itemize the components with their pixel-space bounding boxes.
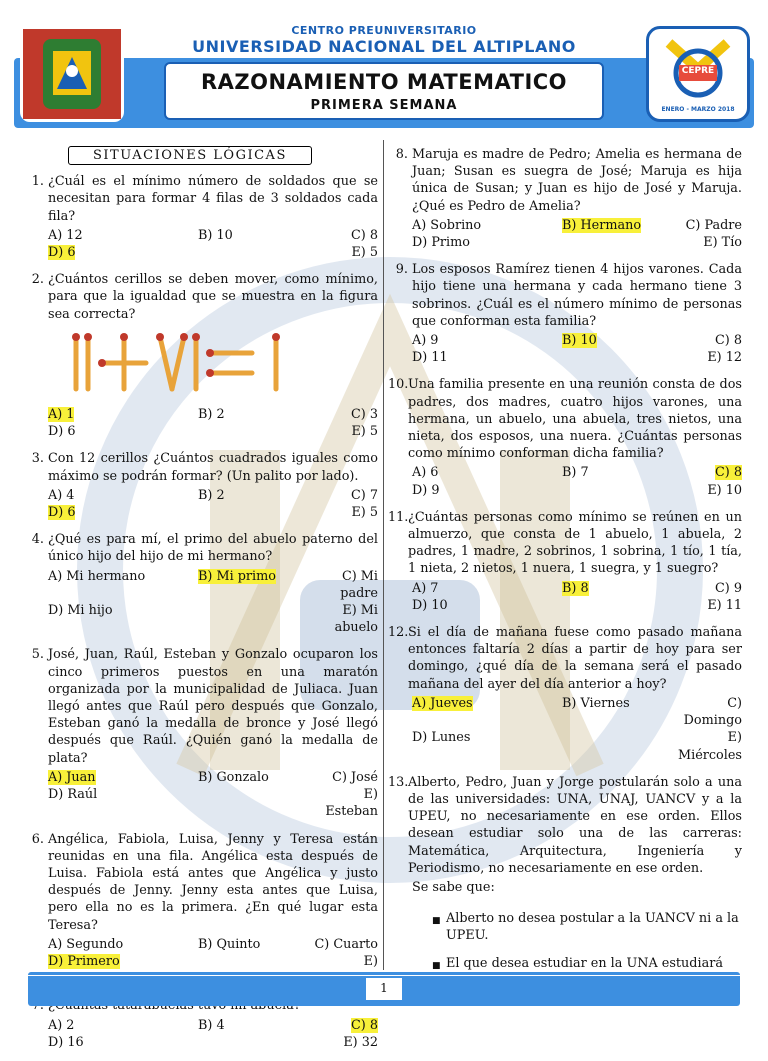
- highlighted-answer: D) 6: [48, 505, 76, 521]
- answer-options: [412, 332, 742, 366]
- right-column: [388, 146, 742, 999]
- answer-option[interactable]: [198, 602, 310, 636]
- question-number: 8.: [395, 147, 408, 162]
- institution-line1: CENTRO PREUNIVERSITARIO: [291, 24, 477, 37]
- answer-option[interactable]: E) 10: [707, 482, 742, 498]
- answer-option[interactable]: [562, 580, 674, 597]
- highlighted-answer: A) Juan: [48, 769, 96, 785]
- answer-option[interactable]: D) 11: [412, 350, 448, 366]
- answer-option[interactable]: A) 9: [412, 333, 439, 349]
- answer-option[interactable]: [562, 217, 674, 234]
- answer-option[interactable]: [562, 234, 674, 251]
- answer-option[interactable]: B) 4: [198, 1017, 225, 1033]
- highlighted-answer: B) 10: [562, 333, 597, 349]
- matchstick-figure: [68, 331, 328, 393]
- question-text: Los esposos Ramírez tienen 4 hijos varones. Cada hijo tiene una hermana y cada hermano tiene 3 sobrinos. ¿Cuál es el número mínimo de personas que conforman esta familia?: [412, 262, 742, 329]
- answer-option[interactable]: [48, 406, 198, 423]
- left-column: [28, 146, 378, 1061]
- left-questions: [28, 173, 378, 1051]
- answer-option[interactable]: [562, 332, 674, 349]
- answer-option[interactable]: E): [363, 953, 378, 969]
- answer-option[interactable]: A) 2: [48, 1017, 75, 1033]
- question-row: [28, 831, 378, 934]
- condition-text: Alberto no desea postular a la UANCV ni a la UPEU.: [446, 911, 739, 944]
- question: [388, 509, 742, 614]
- answer-option[interactable]: E) Miércoles: [678, 730, 742, 763]
- question-number: 6.: [31, 831, 44, 847]
- highlighted-answer: C) 8: [351, 1017, 378, 1033]
- answer-option[interactable]: [674, 464, 742, 481]
- question-number: 5.: [31, 647, 44, 663]
- question-text: ¿Qué es para mí, el primo del abuelo paterno del único hijo del hijo de mi hermano?: [48, 532, 378, 565]
- answer-options: [412, 217, 742, 251]
- answer-option[interactable]: C) 3: [351, 407, 378, 423]
- answer-option[interactable]: B) Gonzalo: [198, 769, 269, 785]
- answer-option[interactable]: D) 10: [412, 597, 448, 613]
- question-row: [388, 509, 742, 578]
- answer-option[interactable]: C) Mi padre: [340, 568, 378, 601]
- question: [28, 271, 378, 440]
- question-text: Si el día de mañana fuese como pasado mañana entonces faltaría 2 días a partir de hoy para ser domingo, ¿qué día de la semana será el pasado mañana del ayer del día anterior a hoy?: [408, 625, 742, 692]
- answer-option[interactable]: [562, 482, 674, 499]
- answer-options: [48, 406, 378, 440]
- question-text: Alberto, Pedro, Juan y Jorge postularán solo a una de las universidades: UNA, UNAJ, UANCV y a la UPEU, no necesariamente en ese orden. Ellos desean estudiar solo una de las carreras: Matemática, Arquitectura, Ingeniería y Periodismo, no necesariamente en ese orden.: [408, 774, 742, 876]
- answer-option[interactable]: [198, 568, 310, 602]
- answer-option[interactable]: B) 2: [198, 487, 225, 503]
- answer-option[interactable]: [198, 1034, 310, 1051]
- question: [28, 173, 378, 261]
- answer-options: [412, 464, 742, 498]
- answer-option[interactable]: C) 7: [351, 487, 378, 503]
- question-number: 13.: [388, 774, 409, 790]
- page-subtitle: PRIMERA SEMANA: [310, 98, 458, 113]
- answer-option[interactable]: [198, 504, 310, 521]
- answer-option[interactable]: A) Sobrino: [412, 217, 482, 233]
- question-row: [392, 261, 742, 330]
- highlighted-answer: B) 8: [562, 580, 589, 596]
- question: [28, 450, 378, 521]
- page-header: [14, 22, 754, 130]
- answer-option[interactable]: [562, 349, 674, 366]
- question-number: 3.: [31, 451, 44, 467]
- question-text: Maruja es madre de Pedro; Amelia es hermana de Juan; Susan es suegra de José; Maruja es hija única de Susan; y Juan es hijo de José y Maruja. ¿Qué es Pedro de Amelia?: [412, 147, 742, 214]
- condition-text: El que desea estudiar en la UNA estudiará: [446, 955, 723, 971]
- right-questions: [388, 146, 742, 877]
- unap-logo: [20, 26, 124, 122]
- answer-option[interactable]: E) Tío: [703, 235, 742, 251]
- footer-rule: [28, 975, 740, 976]
- column-divider: [383, 140, 384, 970]
- answer-options: [412, 580, 742, 614]
- highlighted-answer: B) Mi primo: [198, 568, 276, 584]
- answer-option[interactable]: E) Esteban: [325, 787, 378, 820]
- answer-option[interactable]: E) Mi abuelo: [334, 603, 378, 636]
- answer-option[interactable]: C) Padre: [685, 217, 742, 233]
- question-row: [28, 531, 378, 565]
- answer-option[interactable]: [198, 786, 310, 820]
- page-title: RAZONAMIENTO MATEMATICO: [200, 70, 568, 94]
- answer-option[interactable]: B) 10: [198, 227, 233, 243]
- question-row: [28, 646, 378, 766]
- question-text: ¿Cuántas personas como mínimo se reúnen en un almuerzo, que consta de 1 abuelo, 1 abuela, 2 padres, 1 madre, 2 sobrinos, 1 sobrina, 1 tío, 1 tía, 1 nieta, 2 nietos, 1 nuera, 1 suegra, y 1 suegro?: [408, 509, 742, 577]
- answer-option[interactable]: [48, 769, 198, 786]
- answer-option[interactable]: [562, 729, 674, 763]
- answer-option[interactable]: E) 12: [707, 350, 742, 366]
- answer-option[interactable]: [48, 504, 198, 521]
- question-row: [388, 376, 742, 462]
- question: [392, 261, 742, 366]
- bullet-icon: ■: [432, 960, 441, 971]
- bullet-icon: ■: [432, 916, 441, 927]
- condition-item: [432, 910, 742, 944]
- answer-option[interactable]: E) 11: [707, 597, 742, 613]
- answer-option[interactable]: D) Lunes: [412, 730, 471, 746]
- question: [392, 146, 742, 251]
- highlighted-answer: D) Primero: [48, 953, 120, 969]
- answer-option[interactable]: [198, 244, 310, 261]
- answer-option[interactable]: C) 8: [715, 333, 742, 349]
- answer-option[interactable]: A) Mi hermano: [48, 568, 146, 584]
- answer-option[interactable]: E) 32: [343, 1034, 378, 1050]
- question-number: 4.: [31, 532, 44, 548]
- answer-option[interactable]: D) 6: [48, 424, 76, 440]
- highlighted-answer: A) 1: [48, 407, 75, 423]
- question-text: José, Juan, Raúl, Esteban y Gonzalo ocuparon los cinco primeros puestos en una maratón organizada por la municipalidad de Juliaca. Juan llegó antes que Raúl pero después que Gonzalo, Esteban ganó la medalla de bronce y José llegó después que Raúl. ¿Quién ganó la medalla de plata?: [48, 647, 378, 766]
- answer-option[interactable]: C) Cuarto: [314, 936, 378, 952]
- question-text: Una familia presente en una reunión consta de dos padres, dos madres, cuatro hijos varones, una hermana, un abuelo, una abuela, tres nietos, una nieta, dos esposos, una nuera. ¿Cuántas personas como mínimo conforman dicha familia?: [408, 377, 742, 462]
- question: [28, 531, 378, 636]
- question: [388, 774, 742, 877]
- answer-option[interactable]: C) Domingo: [683, 695, 742, 729]
- answer-option[interactable]: E) 5: [351, 424, 378, 440]
- question-row: [28, 173, 378, 225]
- question-number: 12.: [388, 625, 409, 641]
- answer-option[interactable]: [48, 244, 198, 261]
- question-text: Angélica, Fabiola, Luisa, Jenny y Teresa están reunidas en una fila. Angélica esta después de Luisa. Fabiola está antes que Angélica y justo después de Jenny. Jenny esta antes que Luisa, pero ella no es la primera. ¿En qué lugar esta Teresa?: [48, 831, 378, 933]
- answer-option[interactable]: B) Viernes: [562, 695, 630, 711]
- question-number: 2.: [31, 272, 44, 288]
- question-row: [388, 774, 742, 877]
- answer-option[interactable]: C) 8: [351, 227, 378, 243]
- answer-option[interactable]: A) 4: [48, 487, 75, 503]
- question-row: [28, 450, 378, 484]
- answer-option[interactable]: E) 5: [351, 245, 378, 261]
- answer-option[interactable]: A) 7: [412, 580, 439, 596]
- answer-option[interactable]: [562, 597, 674, 614]
- question-row: [28, 271, 378, 323]
- answer-options: [412, 695, 742, 764]
- title-box: [164, 62, 604, 120]
- answer-option[interactable]: [310, 1017, 378, 1034]
- page-number: 1: [380, 981, 388, 995]
- answer-options: [48, 568, 378, 637]
- cepre-logo-text: CEPRE: [681, 66, 715, 76]
- answer-option[interactable]: D) Primo: [412, 235, 470, 251]
- answer-option[interactable]: B) 7: [562, 465, 589, 481]
- question-number: 1.: [31, 174, 44, 190]
- answer-option[interactable]: D) Raúl: [48, 787, 98, 803]
- answer-option[interactable]: E) 5: [351, 505, 378, 521]
- answer-options: [48, 227, 378, 261]
- answer-option[interactable]: [412, 695, 562, 729]
- question-number: 11.: [388, 509, 409, 525]
- institution-line2: UNIVERSIDAD NACIONAL DEL ALTIPLANO: [192, 37, 576, 56]
- cepre-logo-caption: ENERO - MARZO 2018: [661, 106, 735, 113]
- question: [388, 376, 742, 498]
- question-number: 9.: [395, 262, 408, 278]
- highlighted-answer: B) Hermano: [562, 217, 642, 233]
- answer-option[interactable]: D) Mi hijo: [48, 603, 113, 619]
- highlighted-answer: D) 6: [48, 245, 76, 261]
- answer-option[interactable]: C) 9: [715, 580, 742, 596]
- question-number: 10.: [388, 377, 409, 393]
- q13-intro: Se sabe que:: [412, 879, 495, 895]
- answer-option[interactable]: [198, 423, 310, 440]
- answer-option[interactable]: D) 16: [48, 1034, 84, 1050]
- answer-options: [48, 769, 378, 821]
- question-row: [388, 624, 742, 693]
- section-title: SITUACIONES LÓGICAS: [68, 146, 312, 165]
- header-center: [134, 22, 634, 56]
- question-row: [392, 146, 742, 215]
- answer-option[interactable]: C) José: [332, 769, 378, 785]
- highlighted-answer: C) 8: [715, 465, 742, 481]
- answer-option[interactable]: A) 12: [48, 227, 83, 243]
- answer-option[interactable]: A) 6: [412, 465, 439, 481]
- question: [388, 624, 742, 764]
- highlighted-answer: A) Jueves: [412, 695, 473, 711]
- question: [28, 646, 378, 820]
- question: [28, 831, 378, 988]
- answer-options: [48, 1017, 378, 1051]
- question-text: ¿Cuál es el mínimo número de soldados que se necesitan para formar 4 filas de 3 soldados cada fila?: [48, 174, 378, 224]
- question-text: Con 12 cerillos ¿Cuántos cuadrados iguales como máximo se podrán formar? (Un palito por lado).: [48, 451, 378, 484]
- question-text: ¿Cuántos cerillos se deben mover, como mínimo, para que la igualdad que se muestra en la figura sea correcta?: [48, 272, 378, 322]
- answer-options: [48, 487, 378, 521]
- answer-option[interactable]: B) Quinto: [198, 936, 261, 952]
- answer-option[interactable]: A) Segundo: [48, 936, 124, 952]
- cepre-logo: [646, 26, 750, 122]
- answer-option[interactable]: D) 9: [412, 482, 440, 498]
- answer-option[interactable]: B) 2: [198, 407, 225, 423]
